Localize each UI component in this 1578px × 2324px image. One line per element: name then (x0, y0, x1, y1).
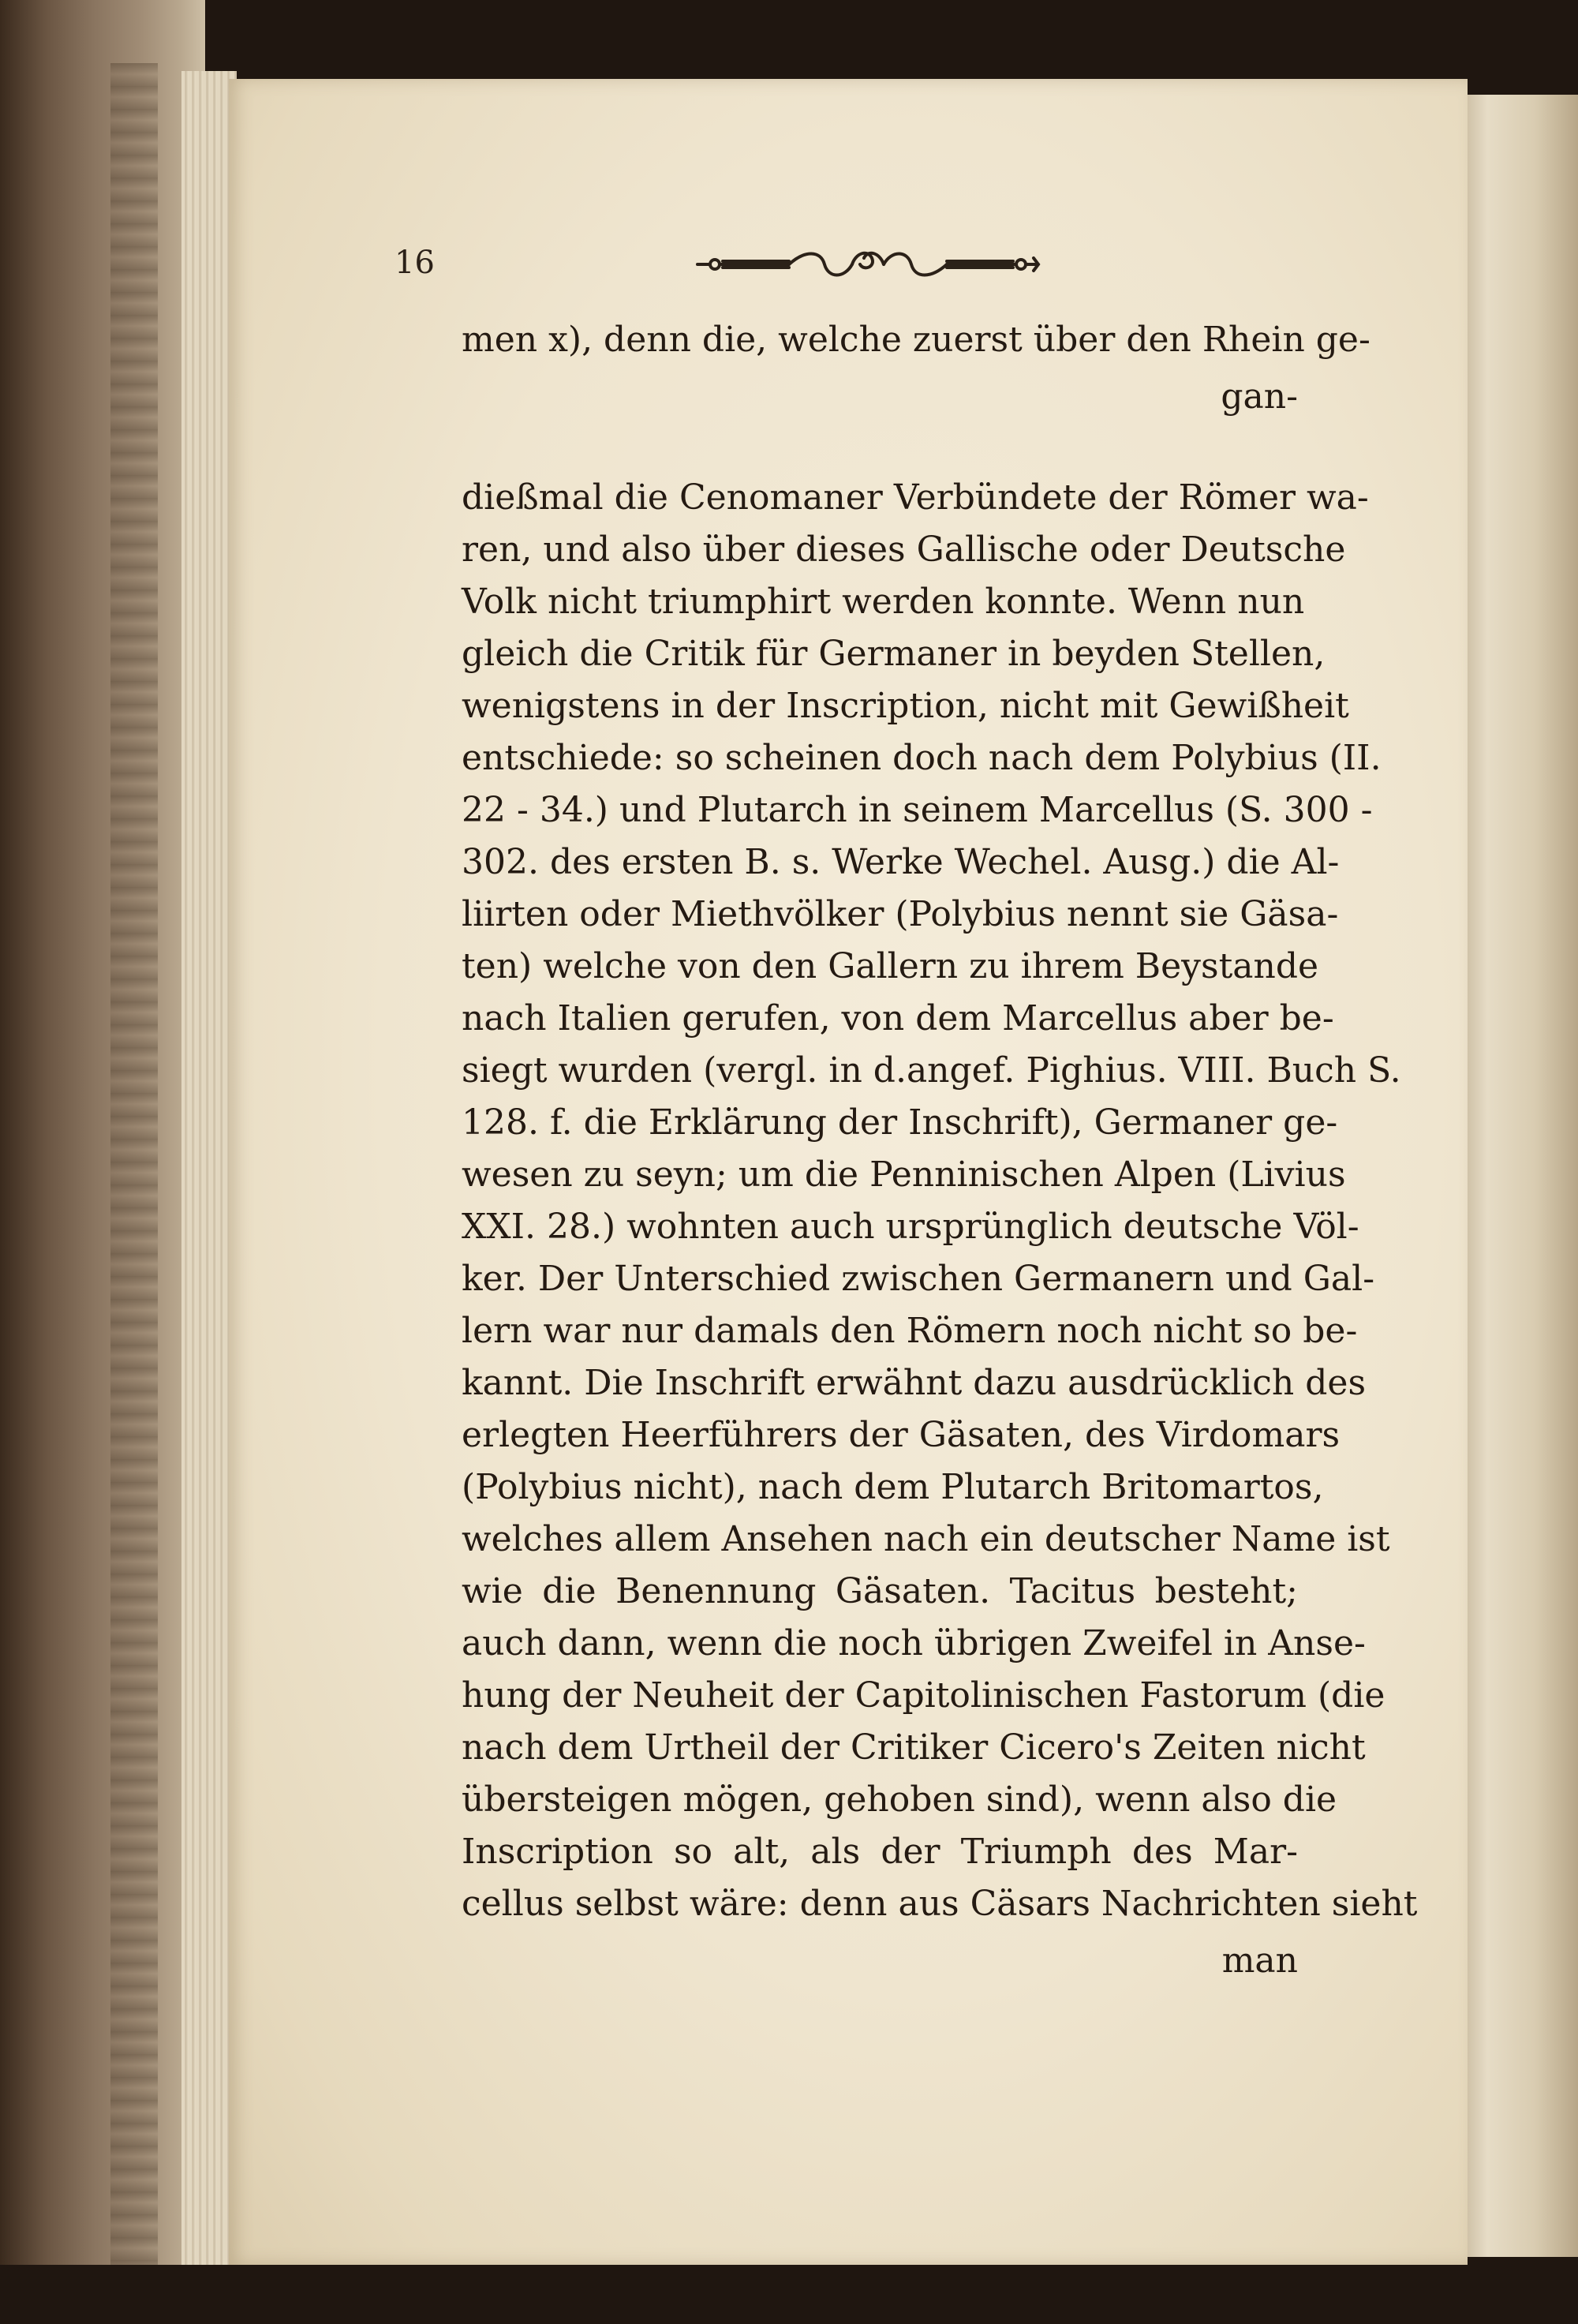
text-line: 128. f. die Erklärung der Inschrift), Germaner ge- (462, 1102, 1338, 1143)
text-line: ren, und also über dieses Gallische oder Deutsche (462, 530, 1346, 570)
text-line: siegt wurden (vergl. in d.angef. Pighius. VIII. Buch S. (462, 1050, 1401, 1091)
text-line: (Polybius nicht), nach dem Plutarch Britomartos, (462, 1467, 1324, 1507)
adjacent-page-edge (1464, 95, 1578, 2257)
text-line: Inscription so alt, als der Triumph des Mar- (462, 1832, 1298, 1872)
text-line: gan- (1221, 376, 1298, 417)
page-number: 16 (394, 245, 435, 281)
text-line: liirten oder Miethvölker (Polybius nennt sie Gäsa- (462, 894, 1339, 934)
text-line: wie die Benennung Gäsaten. Tacitus besteht; (462, 1571, 1298, 1611)
text-line: wesen zu seyn; um die Penninischen Alpen (Livius (462, 1155, 1346, 1195)
text-line: men x), denn die, welche zuerst über den Rhein ge- (462, 320, 1370, 360)
text-line: gleich die Critik für Germaner in beyden Stellen, (462, 634, 1326, 674)
text-line: Volk nicht triumphirt werden konnte. Wenn nun (462, 582, 1305, 622)
text-line: lern war nur damals den Römern noch nicht so be- (462, 1311, 1358, 1351)
text-line: ker. Der Unterschied zwischen Germanern und Gal- (462, 1259, 1375, 1299)
text-line: erlegten Heerführers der Gäsaten, des Virdomars (462, 1415, 1341, 1455)
text-line: wenigstens in der Inscription, nicht mit Gewißheit (462, 686, 1349, 726)
text-line: kannt. Die Inschrift erwähnt dazu ausdrücklich des (462, 1363, 1367, 1403)
text-line: XXI. 28.) wohnten auch ursprünglich deutsche Völ- (462, 1207, 1359, 1247)
book-cover-edge (0, 0, 205, 2324)
text-line: welches allem Ansehen nach ein deutscher Name ist (462, 1519, 1390, 1559)
text-line: übersteigen mögen, gehoben sind), wenn also die (462, 1779, 1337, 1820)
text-line: nach Italien gerufen, von dem Marcellus aber be- (462, 998, 1334, 1039)
text-line: cellus selbst wäre: denn aus Cäsars Nachrichten sieht (462, 1884, 1418, 1924)
scan-bottom-border (0, 2265, 1578, 2324)
text-line: nach dem Urtheil der Critiker Cicero's Zeiten nicht (462, 1727, 1366, 1768)
header-ornament-icon (694, 246, 1041, 283)
text-line: man (1221, 1940, 1298, 1981)
text-line: 302. des ersten B. s. Werke Wechel. Ausg.) die Al- (462, 842, 1340, 882)
text-line: 22 - 34.) und Plutarch in seinem Marcellus (S. 300 - (462, 790, 1373, 830)
text-line: auch dann, wenn die noch übrigen Zweifel in Anse- (462, 1623, 1366, 1663)
text-line: entschiede: so scheinen doch nach dem Polybius (II. (462, 738, 1382, 778)
text-line: hung der Neuheit der Capitolinischen Fastorum (die (462, 1675, 1385, 1716)
text-line: ten) welche von den Gallern zu ihrem Beystande (462, 946, 1319, 986)
text-line: dießmal die Cenomaner Verbündete der Römer wa- (462, 477, 1369, 518)
